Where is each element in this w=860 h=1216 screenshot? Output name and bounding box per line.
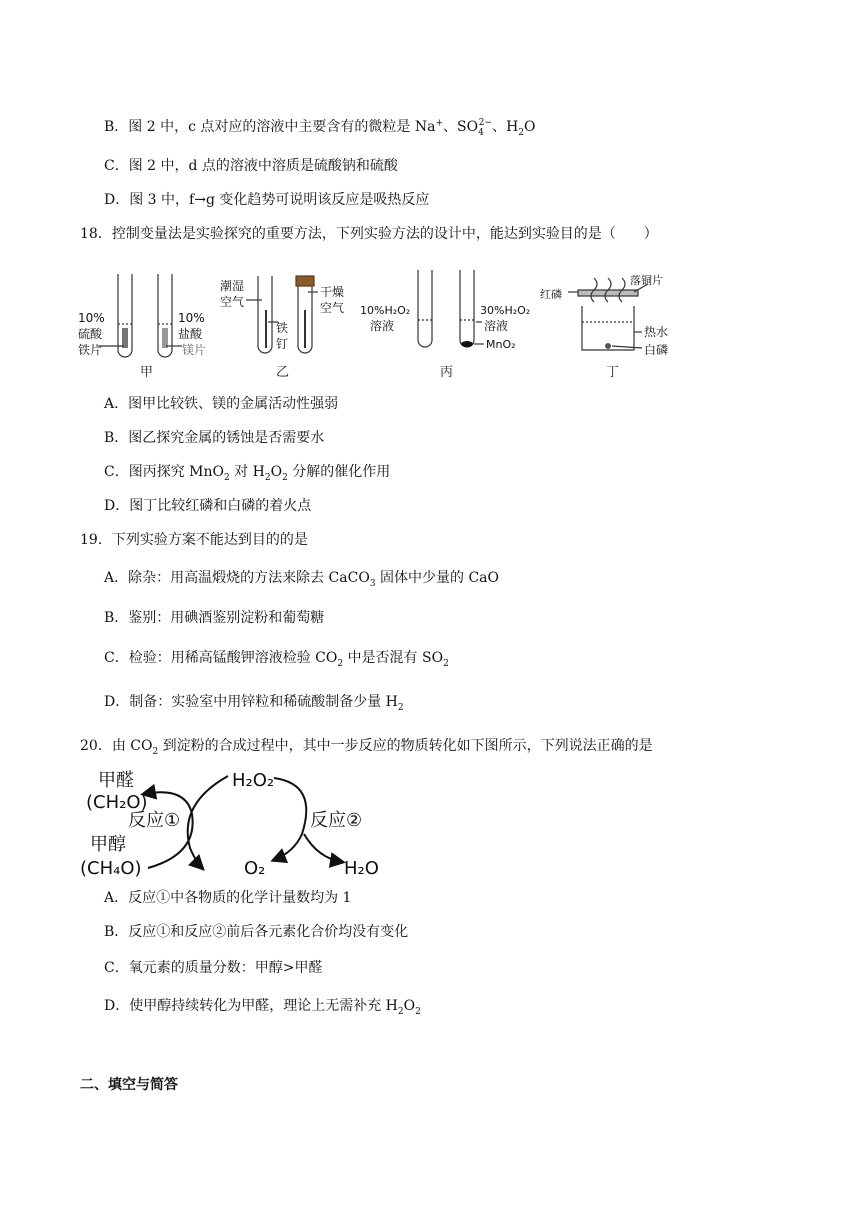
- yi-left-label-2: 空气: [220, 295, 245, 309]
- bing-left-label-2: 溶液: [370, 319, 395, 333]
- ding-label-hot-water: 热水: [644, 325, 669, 339]
- q19-stem: 19．下列实验方案不能达到目的的是: [80, 532, 308, 548]
- h2o2-label: H₂O₂: [232, 770, 275, 791]
- q18-option-c: C．图丙探究 MnO$_2$ 对 $H_2O_2$ 分解的催化作用: [104, 464, 391, 483]
- q18-figure: [78, 262, 678, 382]
- formaldehyde-formula: (CH₂O): [86, 792, 148, 813]
- ding-label-white-p: 白磷: [644, 343, 669, 357]
- q20-option-d: D．使甲醇持续转化为甲醛，理论上无需补充 $H_2O_2$: [104, 998, 421, 1017]
- jia-right-label-3: 镁片: [182, 343, 207, 357]
- figure-jia: [98, 274, 182, 357]
- q17-option-d: D．图 3 中，f→g 变化趋势可说明该反应是吸热反应: [104, 192, 430, 208]
- o2-label: O₂: [244, 858, 266, 879]
- bing-left-label-1: 10%H₂O₂: [360, 304, 411, 317]
- q20-option-b: B．反应①和反应②前后各元素化合价均没有变化: [104, 924, 409, 940]
- h2o-label: H₂O: [344, 858, 379, 879]
- jia-left-label-2: 硫酸: [78, 327, 103, 341]
- bing-right-label-3: MnO₂: [486, 338, 516, 351]
- q19-option-a: A．除杂：用高温煅烧的方法来除去 CaCO$_3$ 固体中少量的 CaO: [104, 570, 499, 589]
- methanol-label: 甲醇: [90, 834, 126, 855]
- q19-option-b: B．鉴别：用碘酒鉴别淀粉和葡萄糖: [104, 610, 325, 626]
- reaction-1-label: 反应①: [128, 810, 181, 831]
- reaction-2-label: 反应②: [310, 810, 363, 831]
- q19-option-c: C．检验：用稀高锰酸钾溶液检验 $CO_2$ 中是否混有 $SO_2$: [104, 650, 449, 669]
- jia-left-label-3: 铁片: [78, 343, 103, 357]
- jia-left-label-1: 10%: [78, 311, 105, 325]
- jia-right-label-1: 10%: [178, 311, 205, 325]
- formaldehyde-label: 甲醛: [98, 770, 134, 791]
- reaction-2-arrow-o2: [274, 778, 306, 860]
- methanol-formula: (CH₄O): [80, 858, 142, 879]
- jia-caption: 甲: [140, 365, 154, 380]
- q18-option-d: D．图丁比较红磷和白磷的着火点: [104, 498, 312, 514]
- ding-caption: 丁: [606, 365, 620, 380]
- q18-option-a: A．图甲比较铁、镁的金属活动性强弱: [104, 396, 339, 412]
- q20-option-a: A．反应①中各物质的化学计量数均为 1: [104, 890, 352, 906]
- q20-stem: 20．由 $CO_2$ 到淀粉的合成过程中，其中一步反应的物质转化如下图所示，下列说法正确的是: [80, 738, 653, 757]
- jia-right-label-2: 盐酸: [178, 327, 203, 341]
- bing-right-label-1: 30%H₂O₂: [480, 304, 531, 317]
- ding-label-red-p: 红磷: [540, 288, 562, 301]
- yi-right-label-1: 干燥: [320, 285, 345, 299]
- section-2-heading: 二、填空与简答: [80, 1077, 178, 1093]
- reaction-2-arrow-h2o: [304, 834, 342, 862]
- q20-option-c: C．氧元素的质量分数：甲醇>甲醛: [104, 960, 323, 976]
- yi-caption: 乙: [276, 365, 290, 380]
- q17-option-b: B．图 2 中，c 点对应的溶液中主要含有的微粒是 Na+、$SO_4^{2-}$、$H_2O$: [104, 118, 536, 138]
- q18-option-b: B．图乙探究金属的锈蚀是否需要水: [104, 430, 325, 446]
- bing-caption: 丙: [440, 365, 454, 380]
- yi-left-label-1: 潮湿: [220, 279, 245, 293]
- figure-bing: [418, 270, 484, 347]
- yi-mid-label-1: 铁: [276, 321, 289, 335]
- q19-option-d: D．制备：实验室中用锌粒和稀硫酸制备少量 $H_2$: [104, 694, 404, 713]
- q18-stem: 18．控制变量法是实验探究的重要方法，下列实验方法的设计中，能达到实验目的是（ ）: [80, 226, 658, 242]
- q20-figure: [78, 764, 398, 882]
- yi-right-label-2: 空气: [320, 301, 345, 315]
- bing-right-label-2: 溶液: [484, 319, 509, 333]
- reaction-1-arrow-right: [188, 776, 228, 868]
- yi-mid-label-2: 钉: [276, 337, 289, 351]
- q17-option-c: C．图 2 中，d 点的溶液中溶质是硫酸钠和硫酸: [104, 158, 398, 174]
- ding-label-copper: 落铜片: [630, 274, 663, 287]
- figure-ding: [568, 278, 648, 350]
